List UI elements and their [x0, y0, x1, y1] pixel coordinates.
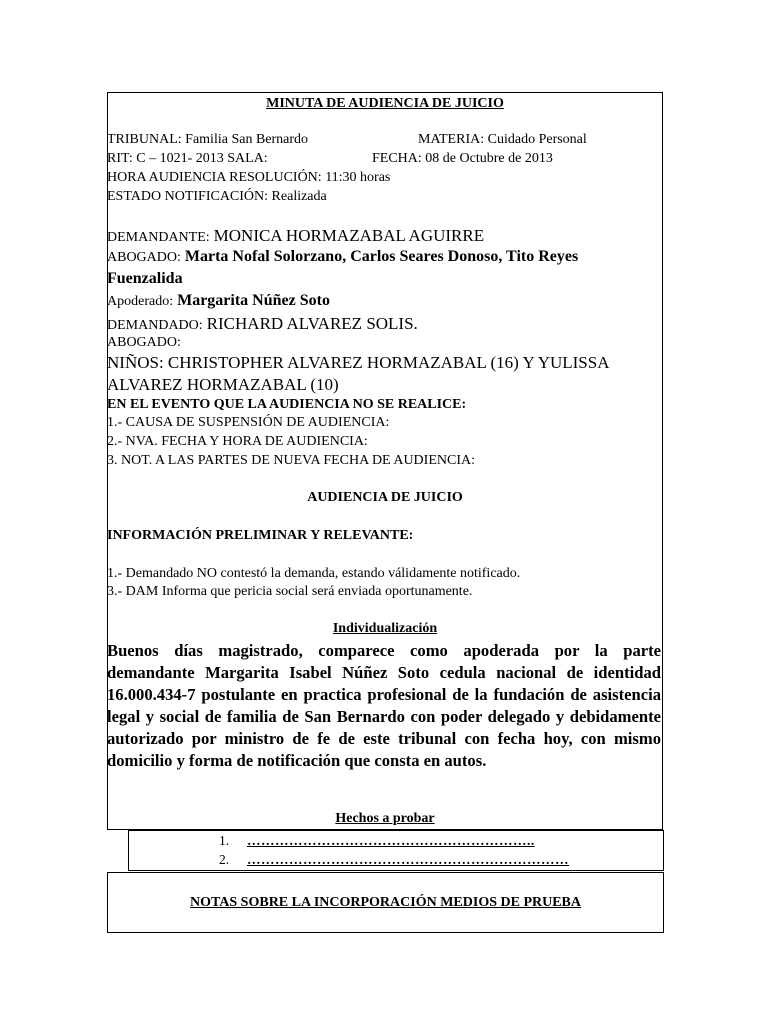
hora-row — [107, 170, 390, 186]
evento-item: 2.- NVA. FECHA Y HORA DE AUDIENCIA: — [107, 434, 368, 449]
info-item: 1.- Demandado NO contestó la demanda, estando válidamente notificado. — [107, 566, 521, 581]
document-title: MINUTA DE AUDIENCIA DE JUICIO — [266, 96, 504, 111]
tribunal-row — [107, 132, 308, 148]
evento-item: 3. NOT. A LAS PARTES DE NUEVA FECHA DE AUDIENCIA: — [107, 453, 475, 468]
hora-value: 11:30 horas — [325, 170, 391, 185]
rit-label: RIT: — [107, 151, 133, 166]
abogado-row — [107, 248, 663, 266]
individualizacion-heading: Individualización — [332, 621, 438, 636]
evento-item: 1.- CAUSA DE SUSPENSIÓN DE AUDIENCIA: — [107, 415, 390, 430]
hechos-heading: Hechos a probar — [335, 811, 435, 826]
demandado-label: DEMANDADO: — [107, 318, 203, 333]
abogado-value: Marta Nofal Solorzano, Carlos Seares Donoso, Tito Reyes — [184, 248, 579, 265]
ninos-value-cont: ALVAREZ HORMAZABAL (10) — [107, 375, 339, 394]
individualizacion-paragraph: Buenos días magistrado, comparece como apoderada por la parte demandante Margarita Isabel Núñez Soto cedula nacional de identidad 16.000.434-7 postulante en practica profesional de la fundación de asistencia legal y social de familia de San Bernardo con poder delegado y debidamente autorizado por ministro de fe de este tribunal con fecha hoy, con mismo domicilio y forma de notificación que consta en autos. — [107, 641, 661, 770]
abogado-label: ABOGADO: — [107, 250, 181, 265]
materia-label: MATERIA: — [418, 132, 485, 147]
audiencia-heading: AUDIENCIA DE JUICIO — [307, 490, 463, 505]
ninos-value: CHRISTOPHER ALVAREZ HORMAZABAL (16) Y YULISSA — [167, 353, 610, 372]
materia-value: Cuidado Personal — [487, 132, 587, 147]
notas-heading: NOTAS SOBRE LA INCORPORACIÓN MEDIOS DE PRUEBA — [189, 895, 581, 910]
tribunal-label: TRIBUNAL: — [107, 132, 182, 147]
materia-row — [418, 132, 587, 148]
hechos-dots: …………………………………………………….. — [247, 833, 535, 848]
apoderado-value: Margarita Núñez Soto — [177, 292, 330, 309]
demandado-row — [107, 314, 418, 334]
apoderado-row — [107, 292, 330, 310]
fecha-value: 08 de Octubre de 2013 — [425, 151, 553, 166]
abogado2-label: ABOGADO: — [107, 335, 181, 350]
info-heading: INFORMACIÓN PRELIMINAR Y RELEVANTE: — [107, 528, 414, 543]
estado-row — [107, 189, 327, 205]
fecha-label: FECHA: — [372, 151, 422, 166]
demandante-label: DEMANDANTE: — [107, 230, 210, 245]
hechos-number: 2. — [219, 852, 230, 867]
evento-heading: EN EL EVENTO QUE LA AUDIENCIA NO SE REALICE: — [107, 397, 467, 412]
hora-label: HORA AUDIENCIA RESOLUCIÓN: — [107, 170, 322, 185]
fecha-row — [372, 151, 553, 167]
apoderado-label: Apoderado: — [107, 294, 174, 309]
hechos-table — [128, 830, 664, 871]
hechos-number: 1. — [219, 833, 230, 848]
tribunal-value: Familia San Bernardo — [185, 132, 309, 147]
abogado-value-cont: Fuenzalida — [107, 270, 183, 287]
demandado-value: RICHARD ALVAREZ SOLIS. — [206, 314, 418, 333]
info-item: 3.- DAM Informa que pericia social será enviada oportunamente. — [107, 584, 473, 599]
ninos-row — [107, 353, 610, 373]
demandante-row — [107, 226, 484, 246]
notas-box — [107, 872, 664, 933]
ninos-label: NIÑOS: — [107, 353, 164, 372]
hechos-dots: …………………………………………………………… — [247, 852, 569, 867]
estado-value: Realizada — [271, 189, 327, 204]
demandante-value: MONICA HORMAZABAL AGUIRRE — [213, 226, 485, 245]
rit-value: C – 1021- 2013 — [136, 151, 224, 166]
sala-label: SALA: — [227, 151, 268, 166]
rit-row — [107, 151, 268, 167]
estado-label: ESTADO NOTIFICACIÓN: — [107, 189, 269, 204]
